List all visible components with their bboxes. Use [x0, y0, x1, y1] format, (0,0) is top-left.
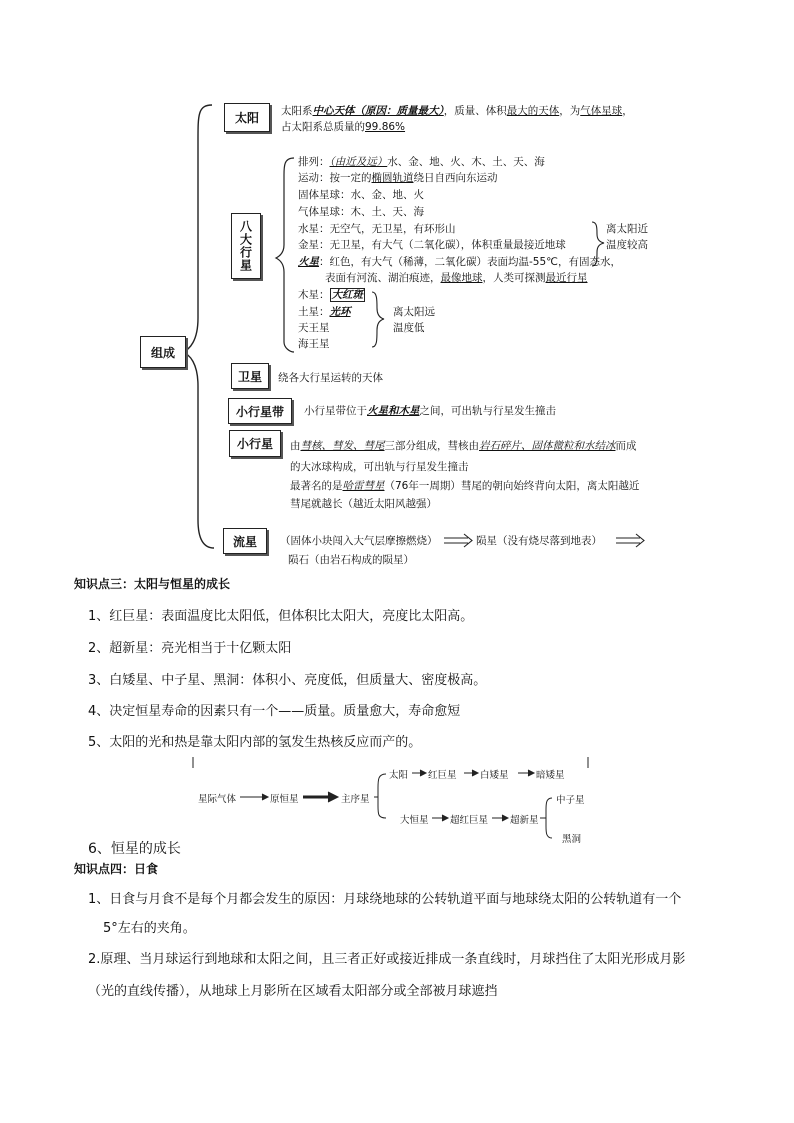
asteroid-belt-box [228, 398, 292, 424]
satellite-desc: 绕各大行星运转的天体 [278, 372, 383, 384]
sun-mass-percent: 99.86% [365, 121, 406, 133]
section4-heading: 知识点四：日食 [74, 862, 159, 876]
text: ：红色，有大气（稀薄，二氧化碳）表面均温-55℃，有固态水， [319, 256, 621, 268]
flow-neutron-star: 中子星 [556, 795, 585, 806]
sun-text: 太阳系 [281, 105, 313, 117]
text: 之间，可出轨与行星发生撞击 [419, 405, 556, 417]
text: 绕日自西向东运动 [413, 172, 498, 184]
text: 小行星带位于 [304, 405, 367, 417]
planet-uranus: 天王星 [298, 322, 330, 334]
section3-item-3: 3、白矮星、中子星、黑洞：体积小、亮度低，但质量大、密度极高。 [88, 673, 487, 688]
text: 最近行星 [545, 272, 588, 284]
text: 最像地球 [440, 272, 483, 284]
far-sun-1: 离太阳远 [393, 306, 435, 318]
sun-text: 占太阳系总质量的 [281, 121, 365, 133]
root-label: 组成 [150, 345, 175, 360]
comet-line-3 [290, 479, 639, 493]
meteor-line-2: 陨石（由岩石构成的陨星） [288, 554, 414, 566]
asteroid-belt-label: 小行星带 [235, 404, 284, 419]
text: （由近及远） [329, 156, 388, 168]
text: 三部分组成，彗核由 [384, 440, 479, 452]
text: 岩石碎片、固体微粒和水结冰 [479, 440, 616, 452]
section4-item2-line2: （光的直线传播），从地球上月影所在区域看太阳部分或全部被月球遮挡 [88, 984, 498, 999]
flow-main-sequence: 主序星 [341, 794, 370, 805]
text: 火星 [298, 256, 319, 268]
text: （76年一周期）彗尾的朝向始终背向太阳，离太阳越近 [384, 480, 640, 492]
text: 排列： [298, 156, 330, 168]
section3-item-6: 6、恒星的成长 [88, 841, 181, 857]
section3-item-1: 1、红巨星：表面温度比太阳低，但体积比太阳大，亮度比太阳高。 [88, 609, 474, 624]
flow-protostar: 原恒星 [270, 794, 299, 805]
asteroid-belt-desc [304, 404, 556, 418]
text: 大红斑 [331, 289, 363, 301]
comet-line-2: 的大冰球构成，可出轨与行星发生撞击 [290, 461, 469, 473]
text: 木星： [298, 289, 330, 301]
meteor-line-1: （固体小块闯入大气层摩擦燃烧） [280, 535, 438, 547]
text: 水、金、地、火、木、土、天、海 [387, 156, 545, 168]
planets-motion [298, 171, 498, 185]
planet-neptune: 海王星 [298, 338, 330, 350]
sun-emphasis: 最大的天体 [506, 105, 560, 117]
section3-item-4: 4、决定恒星寿命的因素只有一个——质量。质量愈大，寿命愈短 [88, 704, 461, 719]
text: 椭圆轨道 [371, 172, 414, 184]
comet-box [229, 430, 281, 457]
comet-line-1 [290, 439, 637, 453]
text: 彗核、彗发、彗尾 [300, 440, 385, 452]
planet-jupiter [298, 288, 365, 302]
text: 而成 [615, 440, 637, 452]
comet-label: 小行星 [236, 437, 273, 451]
sun-emphasis: 气体星球 [580, 105, 623, 117]
planet-venus: 金星：无卫星，有大气（二氧化碳），体积重量最接近地球 [298, 239, 566, 251]
flow-white-dwarf: 白矮星 [480, 770, 509, 781]
planets-order [298, 155, 545, 169]
text: 由 [290, 440, 301, 452]
text: 火星和木星 [367, 405, 420, 417]
flow-interstellar-gas: 星际气体 [198, 794, 237, 805]
sun-line-2 [281, 120, 405, 134]
text: 光环 [329, 306, 351, 318]
flow-supernova: 超新星 [510, 815, 539, 826]
meteor-line-1b: 陨星（没有烧尽落到地表） [476, 535, 602, 547]
planet-mercury: 水星：无空气，无卫星，有环形山 [298, 223, 456, 235]
sun-text: ， [622, 105, 633, 117]
planets-label: 八大行星 [238, 220, 253, 272]
satellite-label: 卫星 [237, 369, 262, 384]
text: 最著名的是 [290, 480, 343, 492]
planet-mars [298, 255, 621, 269]
text: 运动：按一定的 [298, 172, 372, 184]
section4-item2-line1: 2.原理、当月球运行到地球和太阳之间，且三者正好或接近排成一条直线时，月球挡住了太阳光形成月影 [88, 952, 686, 967]
flow-massive-star: 大恒星 [400, 815, 429, 826]
planet-saturn [298, 305, 351, 319]
meteor-label: 流星 [232, 534, 257, 549]
section3-item-2: 2、超新星：亮光相当于十亿颗太阳 [88, 641, 292, 656]
flow-sun: 太阳 [389, 770, 409, 781]
sun-text: ，为 [559, 105, 581, 117]
far-sun-2: 温度低 [393, 322, 425, 334]
near-sun-1: 离太阳近 [606, 223, 648, 235]
text: 哈雷彗星 [342, 480, 385, 492]
planets-box [231, 213, 261, 279]
comet-line-4: 彗尾就越长（越近太阳风越强） [290, 498, 437, 510]
sun-emphasis: 中心天体（原因：质量最大） [312, 105, 444, 117]
flow-black-hole: 黑洞 [562, 834, 582, 845]
sun-line-1 [281, 104, 633, 118]
sun-text: ，质量、体积 [443, 105, 507, 117]
planet-mars-2 [325, 271, 588, 285]
section3-item-5: 5、太阳的光和热是靠太阳内部的氢发生热核反应而产的。 [88, 735, 422, 750]
near-sun-2: 温度较高 [606, 239, 648, 251]
planets-gas: 气体星球：木、土、天、海 [298, 206, 424, 218]
section4-item1-line1: 1、日食与月食不是每个月都会发生的原因：月球绕地球的公转轨道平面与地球绕太阳的公转轨道有一个 [88, 892, 682, 907]
root-box [140, 336, 186, 368]
sun-label: 太阳 [234, 111, 259, 125]
flow-supergiant: 超红巨星 [450, 815, 489, 826]
flow-dark-dwarf: 暗矮星 [536, 770, 565, 781]
text: ，人类可探测 [482, 272, 546, 284]
section3-heading: 知识点三：太阳与恒星的成长 [74, 577, 231, 591]
sun-box [224, 103, 270, 132]
satellite-box [231, 363, 269, 389]
flow-red-giant: 红巨星 [428, 770, 457, 781]
text: 表面有河流、湖泊痕迹， [325, 272, 441, 284]
section4-item1-line2: 5°左右的夹角。 [103, 921, 196, 936]
text: 土星： [298, 306, 330, 318]
planets-solid: 固体星球：水、金、地、火 [298, 189, 424, 201]
meteor-box [223, 528, 267, 554]
